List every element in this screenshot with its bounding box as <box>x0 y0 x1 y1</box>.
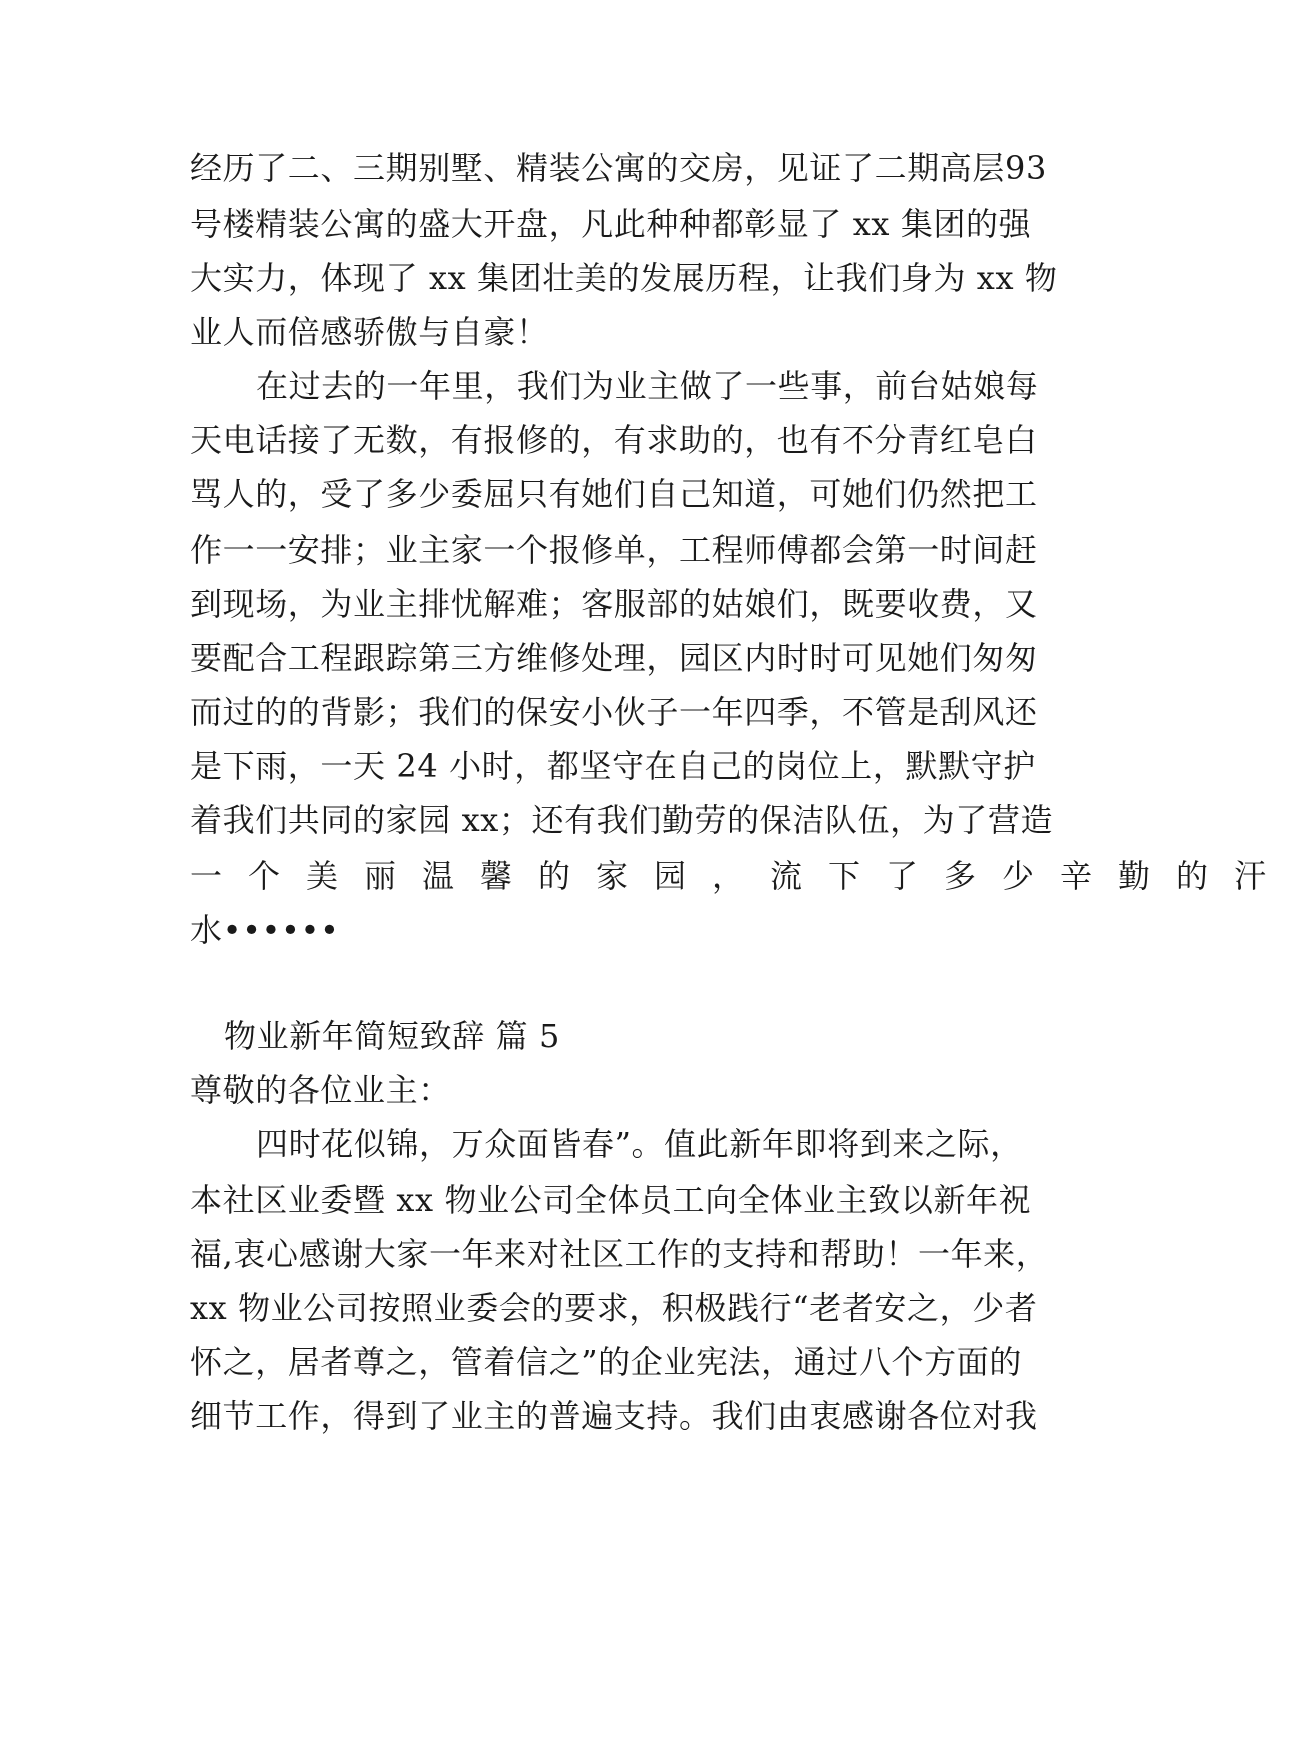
text-line: 是下雨，一天 24 小时，都坚守在自己的岗位上，默默守护 <box>190 747 1036 785</box>
text-line: xx 物业公司按照业委会的要求，积极践行“老者安之，少者 <box>190 1289 1038 1327</box>
text-line: 细节工作，得到了业主的普遍支持。我们由衷感谢各位对我 <box>190 1397 1038 1435</box>
section-heading: 物业新年简短致辞 篇 5 <box>224 1017 560 1055</box>
text-line: 要配合工程跟踪第三方维修处理，园区内时时可见她们匆匆 <box>190 639 1038 677</box>
text-line: 四时花似锦，万众面皆春”。值此新年即将到来之际， <box>256 1125 1023 1163</box>
text-line: 业人而倍感骄傲与自豪！ <box>190 313 549 351</box>
text-line: 水•••••• <box>190 911 340 949</box>
text-line: 作一一安排；业主家一个报修单，工程师傅都会第一时间赶 <box>190 531 1038 569</box>
text-line: 到现场，为业主排忧解难；客服部的姑娘们，既要收费，又 <box>190 585 1038 623</box>
text-line: 骂人的，受了多少委屈只有她们自己知道，可她们仍然把工 <box>190 475 1038 513</box>
text-line: 而过的的背影；我们的保安小伙子一年四季，不管是刮风还 <box>190 693 1038 731</box>
text-line: 天电话接了无数，有报修的，有求助的，也有不分青红皂白 <box>190 421 1038 459</box>
text-line: 福,衷心感谢大家一年来对社区工作的支持和帮助！一年来， <box>190 1235 1049 1273</box>
salutation: 尊敬的各位业主： <box>190 1071 451 1109</box>
text-line: 怀之，居者尊之，管着信之”的企业宪法，通过八个方面的 <box>190 1343 1022 1381</box>
text-line: 在过去的一年里，我们为业主做了一些事，前台姑娘每 <box>256 367 1039 405</box>
text-line: 经历了二、三期别墅、精装公寓的交房，见证了二期高层93 <box>190 149 1047 187</box>
text-line: 号楼精装公寓的盛大开盘，凡此种种都彰显了 xx 集团的强 <box>190 205 1032 243</box>
text-line: 大实力，体现了 xx 集团壮美的发展历程，让我们身为 xx 物 <box>190 259 1058 297</box>
text-line: 一个美丽温馨的家园，流下了多少辛勤的汗 <box>190 857 1292 895</box>
text-line: 着我们共同的家园 xx；还有我们勤劳的保洁队伍，为了营造 <box>190 801 1054 839</box>
text-line: 本社区业委暨 xx 物业公司全体员工向全体业主致以新年祝 <box>190 1181 1032 1219</box>
